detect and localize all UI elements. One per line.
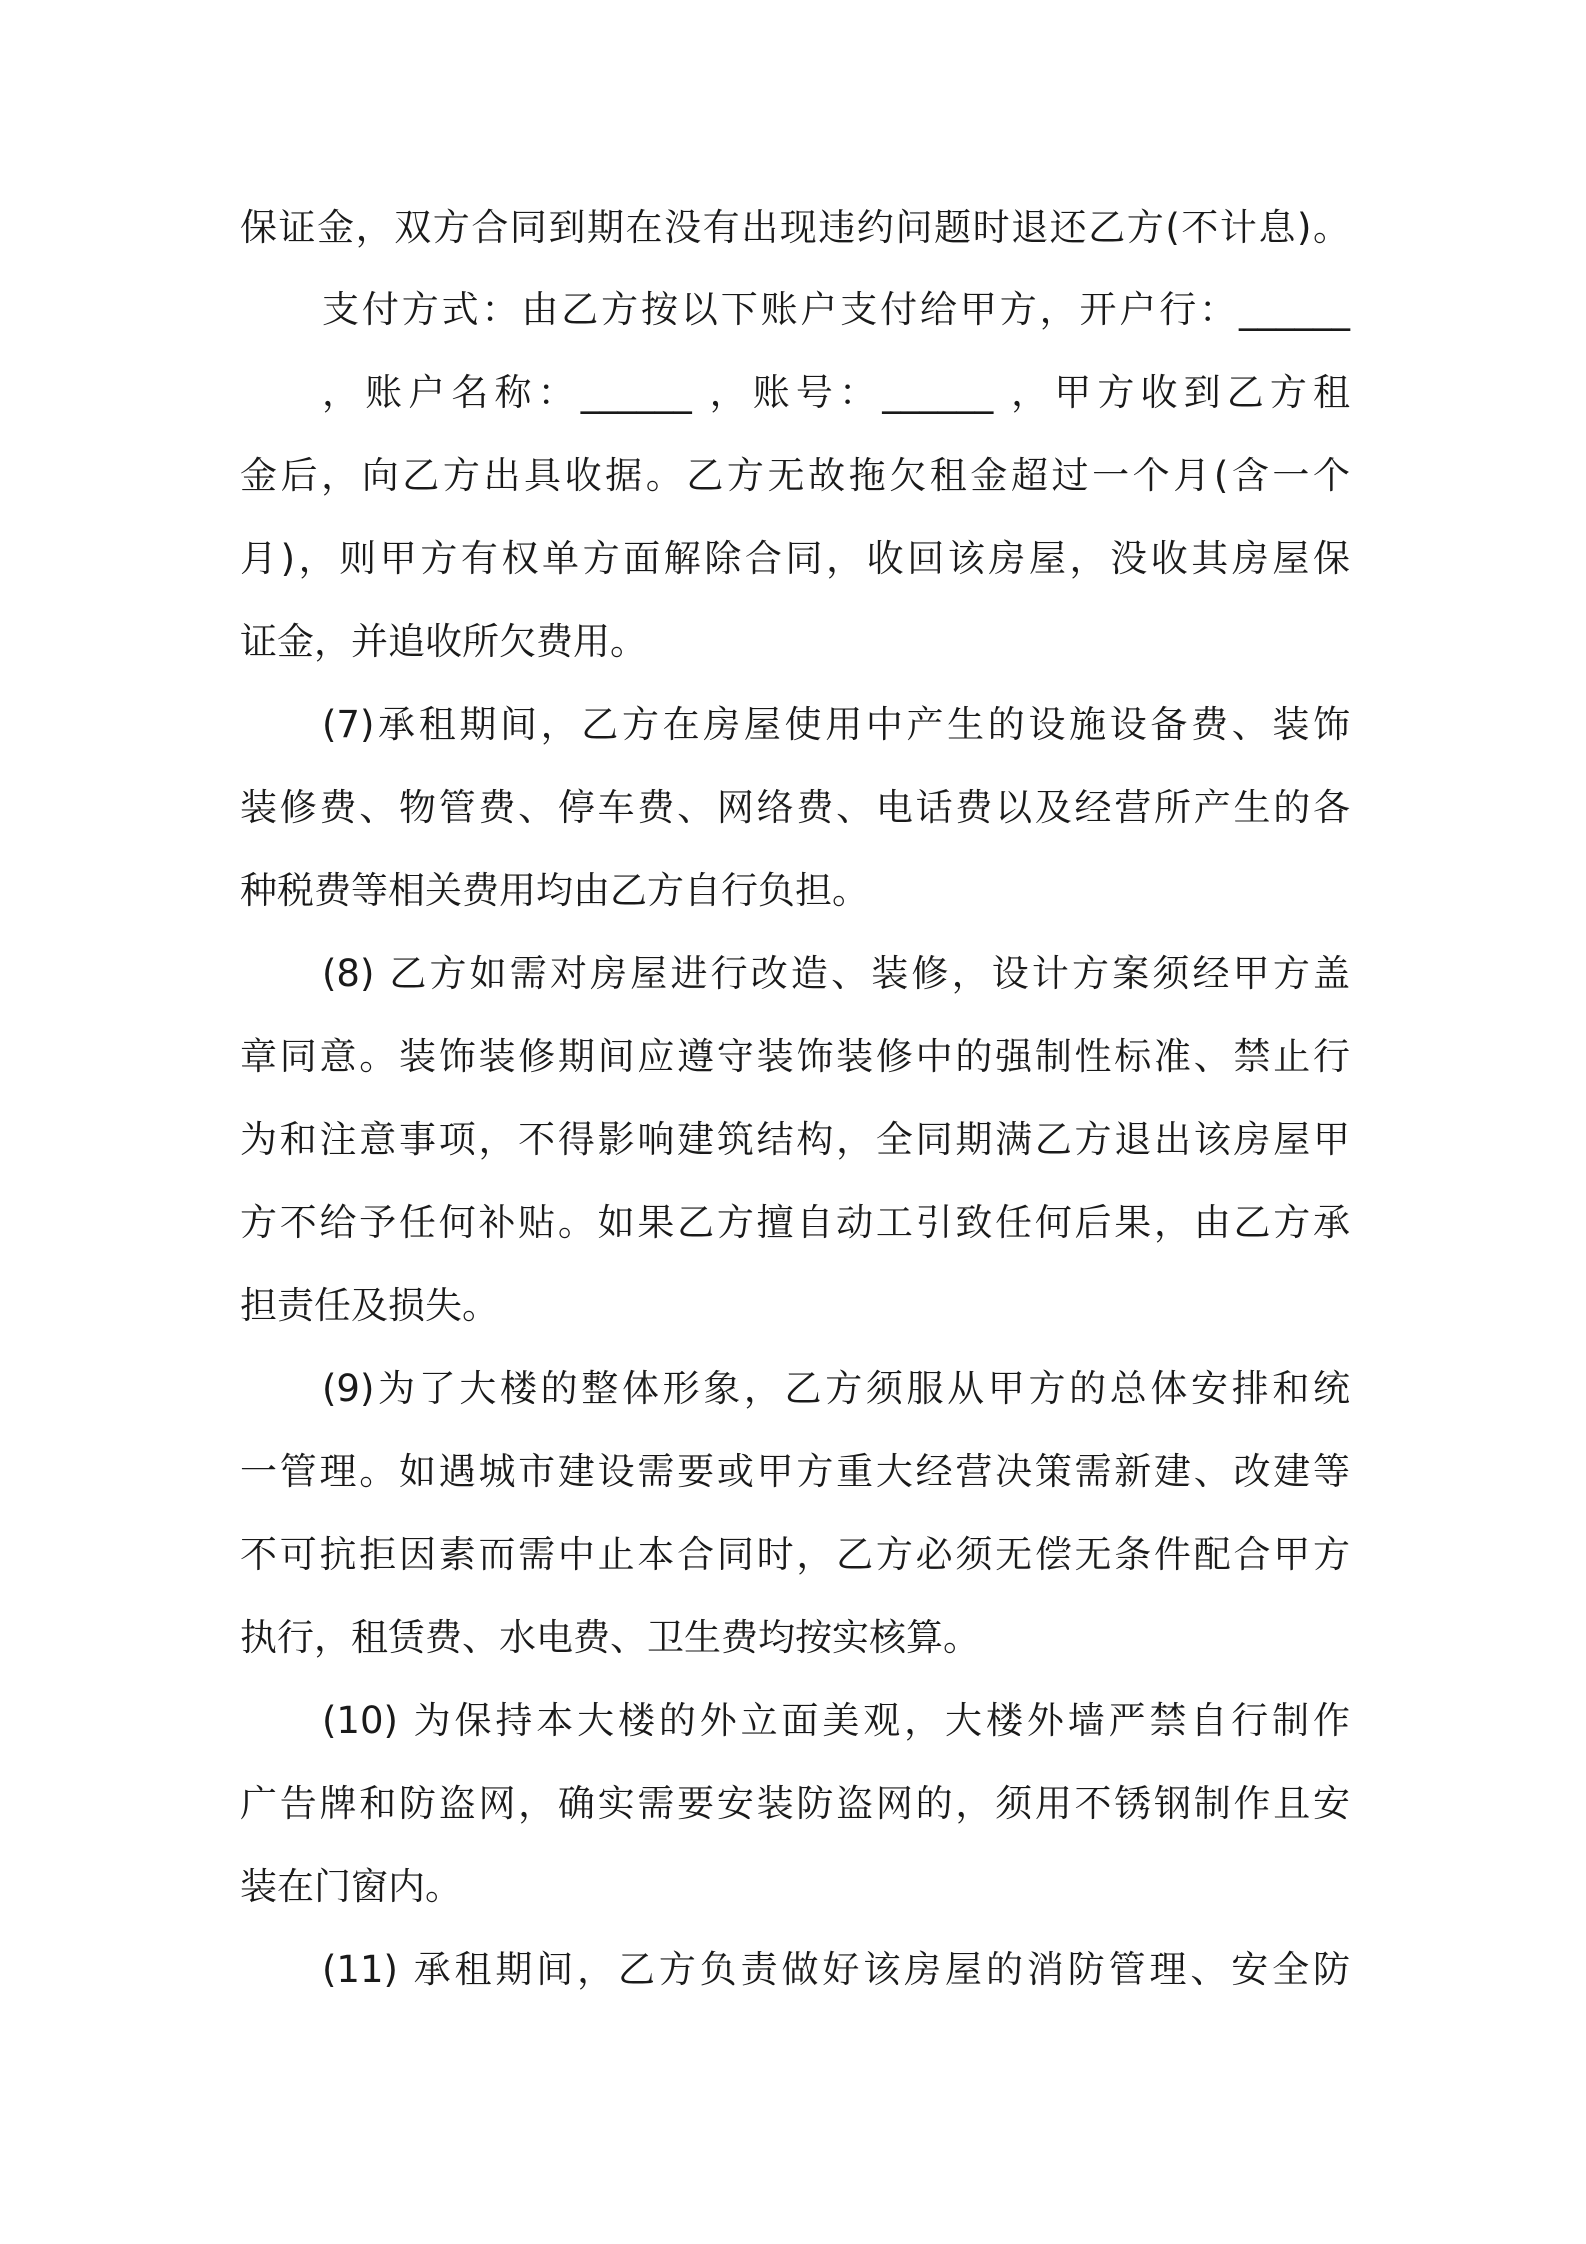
text-line: (8) 乙方如需对房屋进行改造、装修，设计方案须经甲方盖 xyxy=(322,952,1350,995)
text-line: 方不给予任何补贴。如果乙方擅自动工引致任何后果，由乙方承 xyxy=(240,1201,1350,1244)
text-line: 证金，并追收所欠费用。 xyxy=(240,620,647,663)
text-line: 章同意。装饰装修期间应遵守装饰装修中的强制性标准、禁止行 xyxy=(240,1035,1350,1078)
text-line: 执行，租赁费、水电费、卫生费均按实核算。 xyxy=(240,1616,980,1659)
text-line: (9)为了大楼的整体形象，乙方须服从甲方的总体安排和统 xyxy=(322,1367,1350,1410)
text-line: 支付方式：由乙方按以下账户支付给甲方，开户行：______ xyxy=(322,288,1350,331)
text-line: 一管理。如遇城市建设需要或甲方重大经营决策需新建、改建等 xyxy=(240,1450,1350,1493)
text-line: 金后，向乙方出具收据。乙方无故拖欠租金超过一个月(含一个 xyxy=(240,454,1350,497)
text-line: 装在门窗内。 xyxy=(240,1865,462,1908)
text-line: ，账户名称：______ ，账号：______ ，甲方收到乙方租 xyxy=(322,371,1350,414)
text-line: 为和注意事项，不得影响建筑结构，全同期满乙方退出该房屋甲 xyxy=(240,1118,1350,1161)
text-line: 不可抗拒因素而需中止本合同时，乙方必须无偿无条件配合甲方 xyxy=(240,1533,1350,1576)
text-line: 装修费、物管费、停车费、网络费、电话费以及经营所产生的各 xyxy=(240,786,1350,829)
text-line: 担责任及损失。 xyxy=(240,1284,499,1327)
text-line: 月)，则甲方有权单方面解除合同，收回该房屋，没收其房屋保 xyxy=(240,537,1350,580)
text-line: 保证金，双方合同到期在没有出现违约问题时退还乙方(不计息)。 xyxy=(240,206,1350,249)
text-line: (11) 承租期间，乙方负责做好该房屋的消防管理、安全防 xyxy=(322,1948,1350,1991)
text-line: (10) 为保持本大楼的外立面美观，大楼外墙严禁自行制作 xyxy=(322,1699,1350,1742)
text-line: (7)承租期间，乙方在房屋使用中产生的设施设备费、装饰 xyxy=(322,703,1350,746)
text-line: 广告牌和防盗网，确实需要安装防盗网的，须用不锈钢制作且安 xyxy=(240,1782,1350,1825)
text-line: 种税费等相关费用均由乙方自行负担。 xyxy=(240,869,869,912)
